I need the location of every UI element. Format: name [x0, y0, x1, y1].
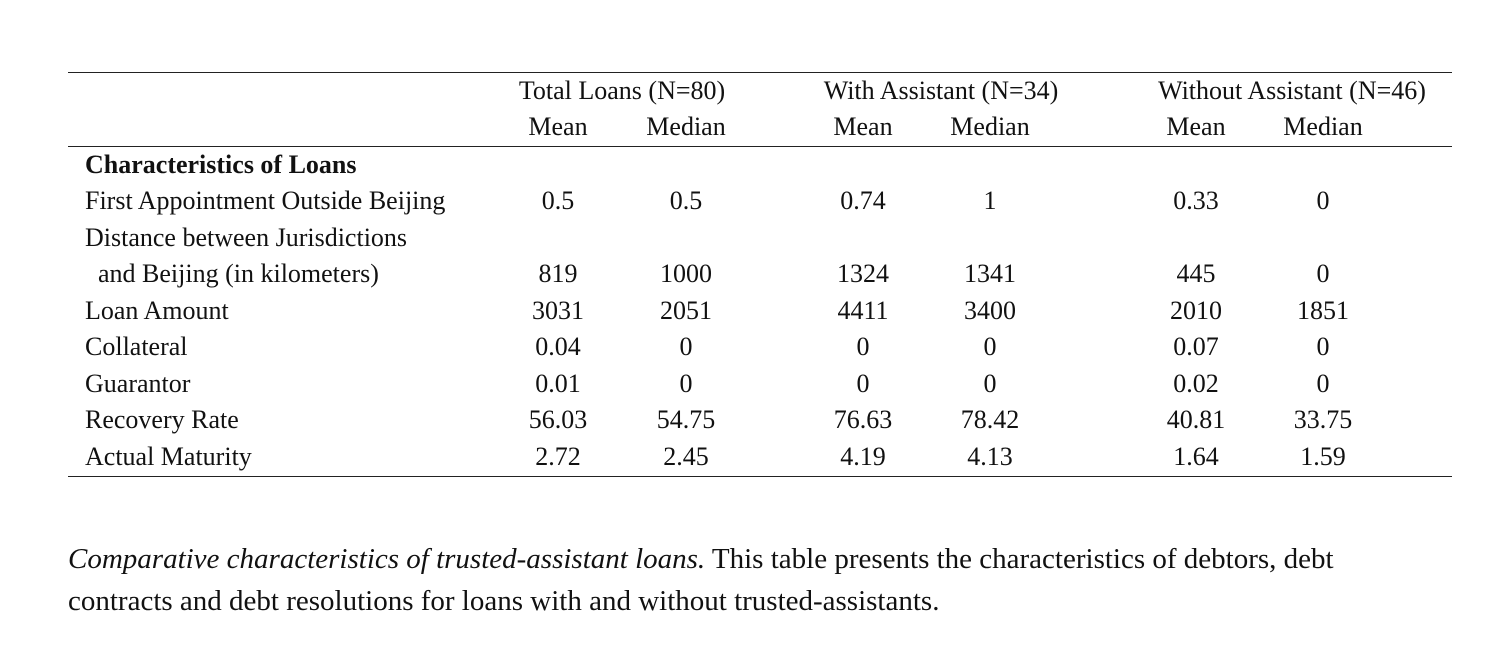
group-header-without-assistant: Without Assistant (N=46)	[1158, 76, 1426, 105]
table-cell: 3400	[964, 296, 1016, 325]
table-cell: 1.64	[1173, 442, 1219, 471]
table-cell: 78.42	[960, 405, 1020, 434]
table-cell: 1.59	[1300, 442, 1346, 471]
table-cell: 0	[856, 369, 870, 398]
subheader-mean: Mean	[1166, 112, 1226, 141]
table-cell: 0	[1316, 369, 1330, 398]
table-bottom-rule	[68, 476, 1452, 477]
table-cell: 4.19	[840, 442, 886, 471]
table-caption	[68, 538, 1368, 622]
table-cell: 0.5	[669, 186, 703, 215]
table-cell: 3031	[532, 296, 584, 325]
caption-text: This table presents the characteristics of debtors, debt contracts and debt resolutions for loans with and without trusted-assistants.	[68, 543, 1334, 617]
row-label: Distance between Jurisdictions	[85, 223, 408, 252]
table-cell: 0	[1316, 332, 1330, 361]
table-cell: 2010	[1170, 296, 1222, 325]
group-header-total: Total Loans (N=80)	[518, 76, 726, 105]
table-cell: 0	[983, 369, 997, 398]
table-cell: 1000	[660, 259, 712, 288]
section-title: Characteristics of Loans	[85, 150, 357, 179]
table-cell: 0.5	[541, 186, 575, 215]
table-cell: 0	[1316, 259, 1330, 288]
row-label: First Appointment Outside Beijing	[85, 186, 446, 215]
subheader-mean: Mean	[528, 112, 588, 141]
table-cell: 445	[1176, 259, 1216, 288]
subheader-median: Median	[950, 112, 1030, 141]
table-cell: 0	[856, 332, 870, 361]
table-cell: 0	[679, 369, 693, 398]
table-cell: 2051	[660, 296, 712, 325]
row-label: Loan Amount	[85, 296, 229, 325]
table-cell: 0	[679, 332, 693, 361]
table-cell: 0.74	[840, 186, 886, 215]
subheader-median: Median	[1283, 112, 1363, 141]
table-cell: 56.03	[528, 405, 588, 434]
table-cell: 40.81	[1166, 405, 1226, 434]
subheader-mean: Mean	[833, 112, 893, 141]
table-cell: 0.02	[1173, 369, 1219, 398]
table-cell: 0	[983, 332, 997, 361]
table-cell: 819	[538, 259, 578, 288]
table-cell: 1	[983, 186, 997, 215]
table-top-rule	[68, 72, 1452, 73]
group-header-with-assistant: With Assistant (N=34)	[823, 76, 1059, 105]
table-cell: 2.45	[663, 442, 709, 471]
table-cell: 4.13	[967, 442, 1013, 471]
table-cell: 0.07	[1173, 332, 1219, 361]
table-cell: 54.75	[656, 405, 716, 434]
subheader-median: Median	[646, 112, 726, 141]
table-cell: 1851	[1297, 296, 1349, 325]
table-cell: 2.72	[535, 442, 581, 471]
row-label: Guarantor	[85, 369, 191, 398]
table-cell: 0.33	[1173, 186, 1219, 215]
table-header-rule	[68, 146, 1452, 147]
table-cell: 76.63	[833, 405, 893, 434]
row-label: Collateral	[85, 332, 188, 361]
table-cell: 0.01	[535, 369, 581, 398]
caption-title: Comparative characteristics of trusted-assistant loans.	[68, 543, 706, 575]
row-label: Actual Maturity	[85, 442, 252, 471]
table-cell: 0	[1316, 186, 1330, 215]
row-label: Recovery Rate	[85, 405, 239, 434]
table-cell: 1341	[964, 259, 1016, 288]
table-cell: 4411	[837, 296, 889, 325]
table-cell: 33.75	[1293, 405, 1353, 434]
row-label-continuation: and Beijing (in kilometers)	[98, 259, 379, 288]
table-cell: 0.04	[535, 332, 581, 361]
table-cell: 1324	[837, 259, 889, 288]
